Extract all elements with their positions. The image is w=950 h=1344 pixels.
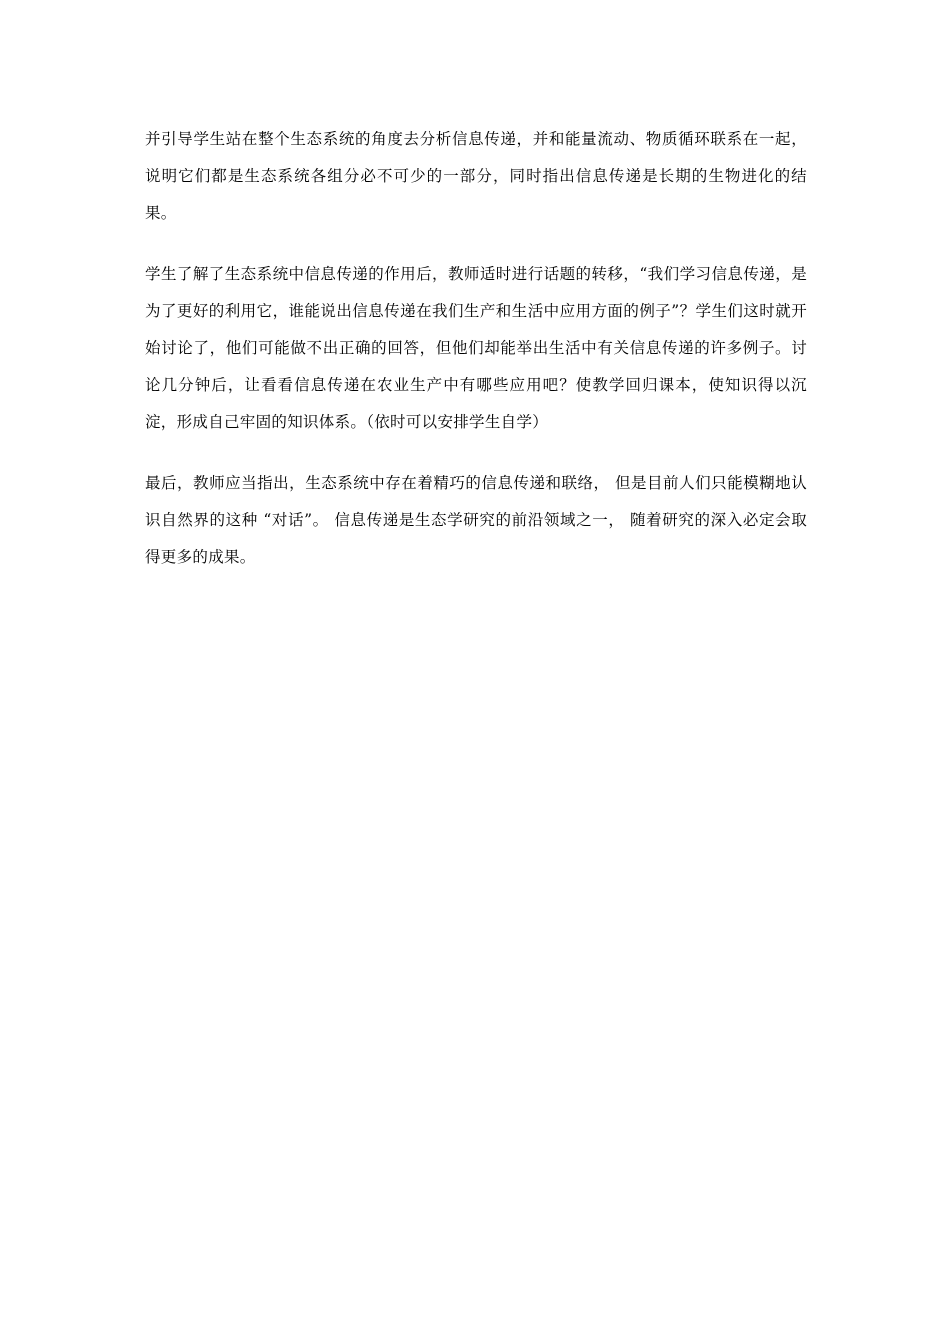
paragraph-3: 最后，教师应当指出，生态系统中存在着精巧的信息传递和联络， 但是目前人们只能模糊地认识自然界的这种 “对话”。 信息传递是生态学研究的前沿领域之一， 随着研究的深入必定会取得更多的成果。	[145, 474, 807, 566]
document-body	[145, 121, 807, 600]
paragraph-1: 并引导学生站在整个生态系统的角度去分析信息传递，并和能量流动、物质循环联系在一起，说明它们都是生态系统各组分必不可少的一部分，同时指出信息传递是长期的生物进化的结果。	[145, 130, 807, 222]
paragraph-2: 学生了解了生态系统中信息传递的作用后，教师适时进行话题的转移，“我们学习信息传递，是为了更好的利用它，谁能说出信息传递在我们生产和生活中应用方面的例子”？学生们这时就开始讨论了，他们可能做不出正确的回答，但他们却能举出生活中有关信息传递的许多例子。讨论几分钟后，让看看信息传递在农业生产中有哪些应用吧？使教学回归课本，使知识得以沉淀，形成自己牢固的知识体系。（依时可以安排学生自学）	[145, 265, 807, 431]
